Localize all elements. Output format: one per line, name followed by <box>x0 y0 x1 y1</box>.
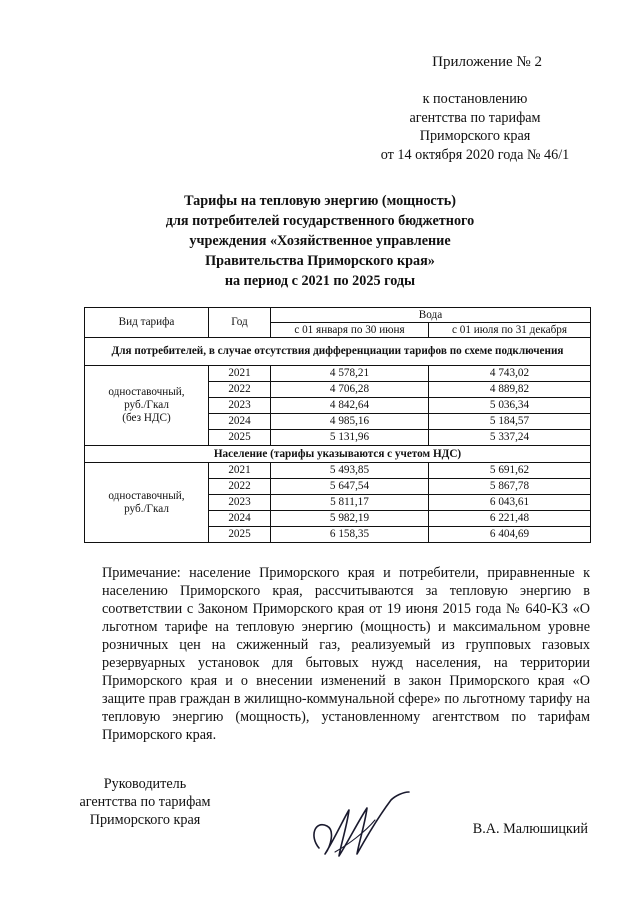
position-line: Приморского края <box>89 812 201 828</box>
annex-label: Приложение № 2 <box>432 54 542 70</box>
value-cell: 5 131,96 <box>271 430 429 446</box>
header-period-2: с 01 июля по 31 декабря <box>429 323 591 338</box>
header-tariff-type: Вид тарифа <box>85 308 209 338</box>
year-cell: 2021 <box>209 463 271 479</box>
resolution-reference <box>370 90 580 164</box>
handwritten-signature <box>305 786 415 866</box>
basis-line: Приморского края <box>419 128 531 144</box>
value-cell: 4 842,64 <box>271 398 429 414</box>
value-cell: 5 647,54 <box>271 479 429 495</box>
value-cell: 6 158,35 <box>271 527 429 543</box>
title-line: Правительства Приморского края» <box>205 253 435 269</box>
basis-line: агентства по тарифам <box>409 109 541 126</box>
title-line: для потребителей государственного бюджетного <box>165 213 475 229</box>
header-period-1: с 01 января по 30 июня <box>271 323 429 338</box>
value-cell: 5 811,17 <box>271 495 429 511</box>
year-cell: 2022 <box>209 479 271 495</box>
value-cell: 5 036,34 <box>429 398 591 414</box>
value-cell: 5 337,24 <box>429 430 591 446</box>
tariff-type-cell <box>85 463 209 543</box>
value-cell: 5 867,78 <box>429 479 591 495</box>
value-cell: 4 743,02 <box>429 366 591 382</box>
title-line: Тарифы на тепловую энергию (мощность) <box>184 193 456 209</box>
signatory-name: В.А. Малюшицкий <box>472 821 588 837</box>
tariff-table <box>84 307 591 543</box>
value-cell: 6 404,69 <box>429 527 591 543</box>
signatory-position <box>60 775 230 829</box>
value-cell: 5 493,85 <box>271 463 429 479</box>
position-line: Руководитель <box>103 776 187 792</box>
value-cell: 6 221,48 <box>429 511 591 527</box>
title-line: на период с 2021 по 2025 годы <box>224 273 416 289</box>
tariff-line: одноставочный, <box>108 386 185 398</box>
document-title <box>0 191 640 291</box>
tariff-line: одноставочный, <box>108 489 185 502</box>
value-cell: 4 706,28 <box>271 382 429 398</box>
section-heading: Для потребителей, в случае отсутствия дифференциации тарифов по схеме подключения <box>85 338 591 366</box>
tariff-line: руб./Гкал <box>124 399 169 411</box>
value-cell: 5 691,62 <box>429 463 591 479</box>
year-cell: 2023 <box>209 495 271 511</box>
year-cell: 2022 <box>209 382 271 398</box>
year-cell: 2025 <box>209 527 271 543</box>
year-cell: 2025 <box>209 430 271 446</box>
tariff-line: (без НДС) <box>122 412 171 424</box>
title-line: учреждения «Хозяйственное управление <box>189 233 451 249</box>
year-cell: 2024 <box>209 414 271 430</box>
value-cell: 4 889,82 <box>429 382 591 398</box>
year-cell: 2023 <box>209 398 271 414</box>
value-cell: 5 184,57 <box>429 414 591 430</box>
value-cell: 4 578,21 <box>271 366 429 382</box>
year-cell: 2021 <box>209 366 271 382</box>
value-cell: 4 985,16 <box>271 414 429 430</box>
tariff-line: руб./Гкал <box>124 502 169 515</box>
position-line: агентства по тарифам <box>79 794 211 810</box>
note-paragraph: Примечание: население Приморского края и потребители, приравненные к населению Приморского края, рассчитываются за тепловую энергию в соответствии с Законом Приморского края от 19 июня 2015 года № 640-КЗ «О льготном тарифе на тепловую энергию (мощность) и максимальном уровне розничных цен на сжиженный газ, реализуемый из групповых газовых резервуарных установок для бытовых нужд населения, на территории Приморского края и о внесении изменений в закон Приморского края «О защите прав граждан в жилищно-коммунальной сфере» по льготному тарифу на тепловую энергию (мощность), установленному агентством по тарифам Приморского края. <box>102 565 590 743</box>
value-cell: 5 982,19 <box>271 511 429 527</box>
header-water: Вода <box>271 308 591 323</box>
year-cell: 2024 <box>209 511 271 527</box>
value-cell: 6 043,61 <box>429 495 591 511</box>
basis-line: от 14 октября 2020 года № 46/1 <box>380 146 570 163</box>
header-year: Год <box>209 308 271 338</box>
tariff-type-cell <box>85 366 209 446</box>
basis-line: к постановлению <box>422 91 528 107</box>
section-heading: Население (тарифы указываются с учетом НДС) <box>85 446 591 463</box>
